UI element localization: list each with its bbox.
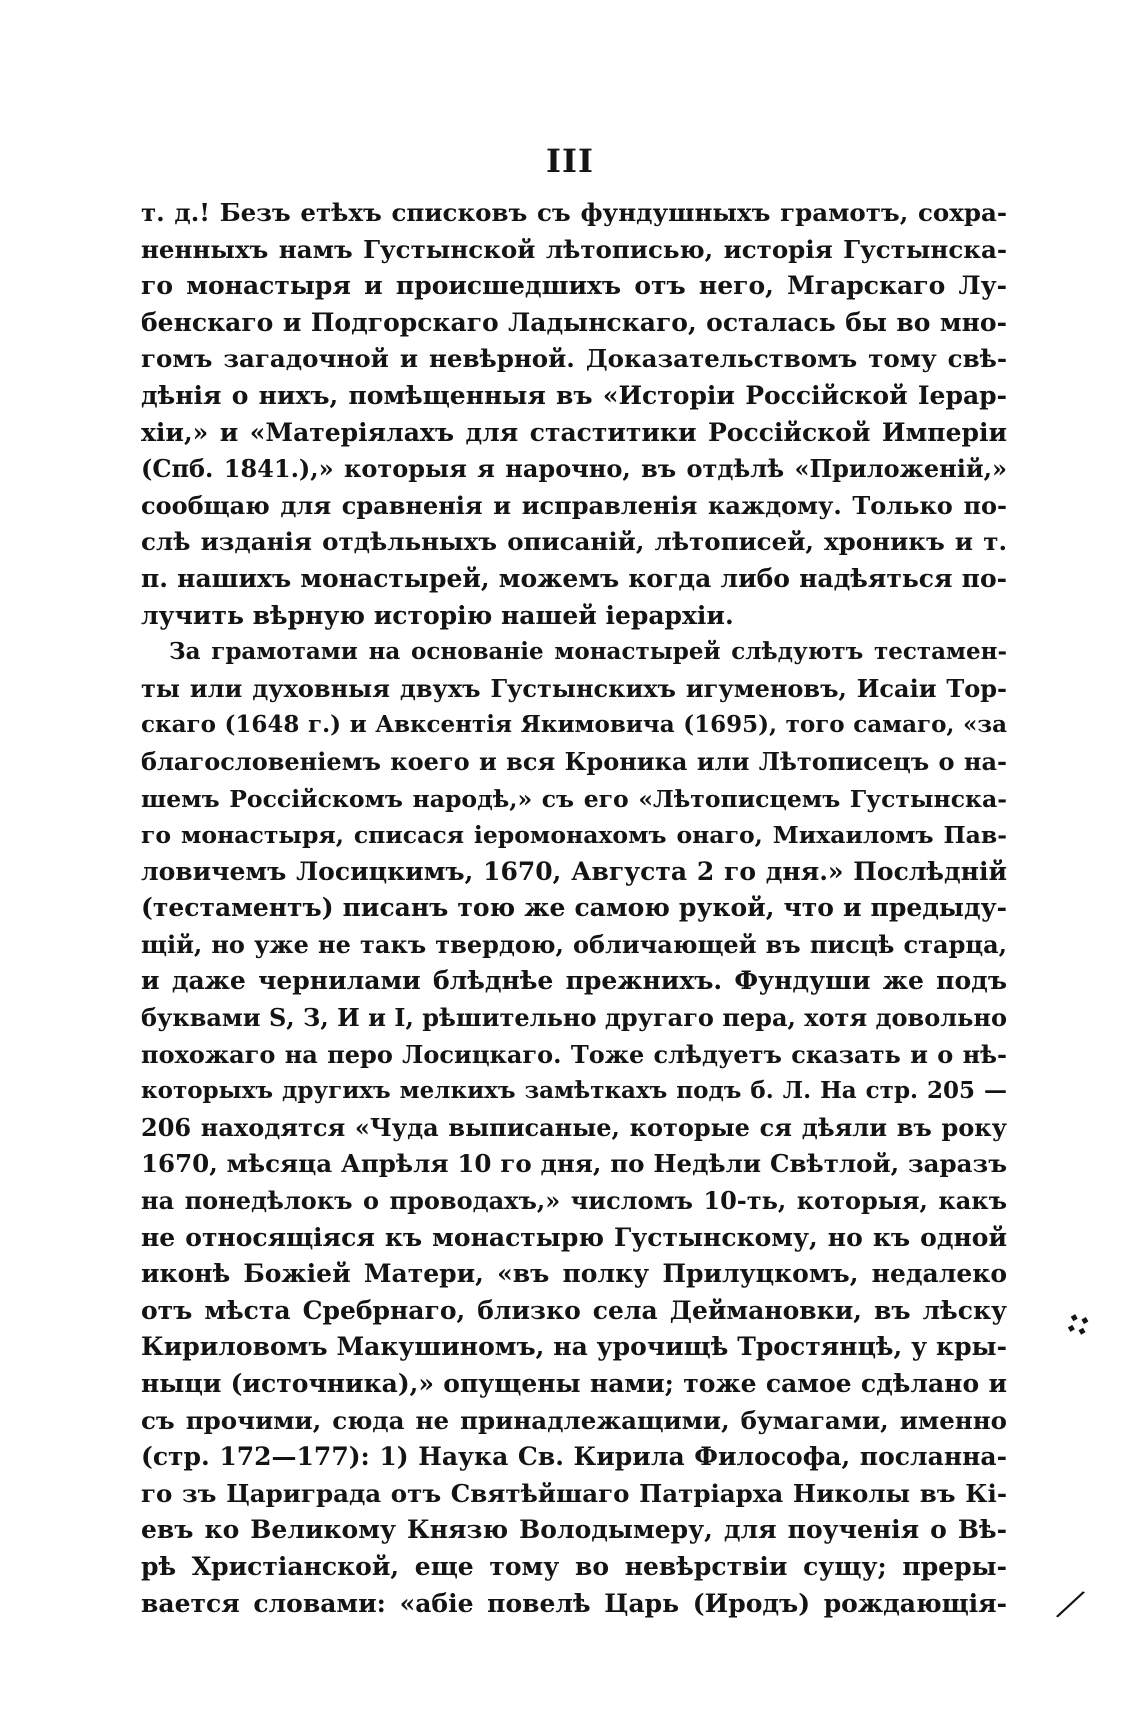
text-line: 206 находятся «Чуда выписаные, которые ся дѣяли въ року [141, 1112, 1007, 1142]
text-line: хiи,» и «Матерiялахъ для стаститики Россiйской Имперiи [141, 417, 1007, 447]
text-line: го монастыря, списася iеромонахомъ онаго, Михаиломъ Пав- [141, 821, 1007, 850]
text-line: похожаго на перо Лосицкаго. Тоже слѣдуетъ сказать и о нѣ- [141, 1039, 1007, 1069]
page-number: III [546, 142, 594, 180]
text-line: (стр. 172—177): 1) Наука Св. Кирила Философа, посланна- [141, 1442, 1007, 1472]
text-line: За грамотами на основанiе монастырей слѣдуютъ тестамен- [169, 638, 1007, 666]
text-line: Кириловомъ Макушиномъ, на урочищѣ Тростянцѣ, у кры- [141, 1332, 1007, 1362]
text-line: не относящiяся къ монастырю Густынскому, но къ одной [141, 1222, 1007, 1252]
text-line: евъ ко Великому Князю Володымеру, для поученiя о Вѣ- [141, 1515, 1007, 1545]
text-line: благословенiемъ коего и вся Кроника или Лѣтописецъ о на- [141, 746, 1007, 776]
text-line: ты или духовныя двухъ Густынскихъ игуменовъ, Исаiи Тор- [141, 673, 1007, 703]
text-line: гомъ загадочной и невѣрной. Доказательствомъ тому свѣ- [141, 344, 1007, 374]
text-line: сообщаю для сравненiя и исправленiя каждому. Только по- [141, 490, 1007, 520]
text-line: отъ мѣста Сребрнаго, близко села Деймановки, въ лѣску [141, 1295, 1007, 1325]
text-line: и даже чернилами блѣднѣе прежнихъ. Фундуши же подъ [141, 966, 1007, 996]
text-line: го монастыря и происшедшихъ отъ него, Мгарскаго Лу- [141, 271, 1007, 301]
text-line: (тестаментъ) писанъ тою же самою рукой, что и предыду- [141, 893, 1007, 923]
text-line: ненныхъ намъ Густынской лѣтописью, исторiя Густынска- [141, 234, 1007, 264]
text-line: слѣ изданiя отдѣльныхъ описанiй, лѣтописей, хроникъ и т. [141, 527, 1007, 557]
text-line: шемъ Россiйскомъ народѣ,» съ его «Лѣтописцемъ Густынска- [141, 784, 1007, 813]
text-line: ныци (источника),» опущены нами; тоже самое сдѣлано и [141, 1369, 1007, 1398]
text-line: буквами Ѕ, З, И и I, рѣшительно другаго пера, хотя довольно [141, 1003, 1007, 1033]
text-line: скаго (1648 г.) и Авксентiя Якимовича (1695), того самаго, «за [141, 711, 1007, 739]
text-line: на понедѣлокъ о проводахъ,» числомъ 10-ть, которыя, какъ [141, 1186, 1007, 1216]
text-line: щiй, но уже не такъ твердою, обличающей въ писцѣ старца, [141, 929, 1007, 959]
text-line: п. нашихъ монастырей, можемъ когда либо надѣяться по- [141, 563, 1007, 593]
text-line: ловичемъ Лосицкимъ, 1670, Августа 2 го дня.» Послѣднiй [141, 856, 1007, 886]
text-line: которыхъ другихъ мелкихъ замѣткахъ подъ б. Л. На стр. 205 — [141, 1077, 1007, 1105]
text-line: (Спб. 1841.),» которыя я нарочно, въ отдѣлѣ «Приложенiй,» [141, 454, 1007, 484]
text-line: вается словами: «абiе повелѣ Царь (Иродъ) рождающiя- [141, 1588, 1007, 1618]
text-line: 1670, мѣсяца Апрѣля 10 го дня, по Недѣли Свѣтлой, заразъ [141, 1149, 1007, 1179]
ink-stroke: ╱ [1056, 1586, 1084, 1623]
text-line: дѣнiя о нихъ, помѣщенныя въ «Исторiи Россiйской Iерар- [141, 380, 1007, 410]
body-text [141, 195, 1007, 1622]
text-line: рѣ Христiанской, еще тому во невѣрствiи сущу; преры- [141, 1551, 1007, 1581]
ink-speck: ⁘ [1052, 1296, 1106, 1355]
text-line: т. д.! Безъ етѣхъ списковъ съ фундушныхъ грамотъ, сохра- [141, 198, 1007, 227]
text-line: го зъ Цариграда отъ Святѣйшаго Патрiарха Николы въ Кi- [141, 1478, 1007, 1508]
text-line: бенскаго и Подгорскаго Ладынскаго, осталась бы во мно- [141, 307, 1007, 337]
text-line: иконѣ Божiей Матери, «въ полку Прилуцкомъ, недалеко [141, 1259, 1007, 1289]
text-line: лучить вѣрную исторiю нашей iерархiи. [141, 600, 734, 630]
text-line: съ прочими, сюда не принадлежащими, бумагами, именно [141, 1405, 1007, 1435]
